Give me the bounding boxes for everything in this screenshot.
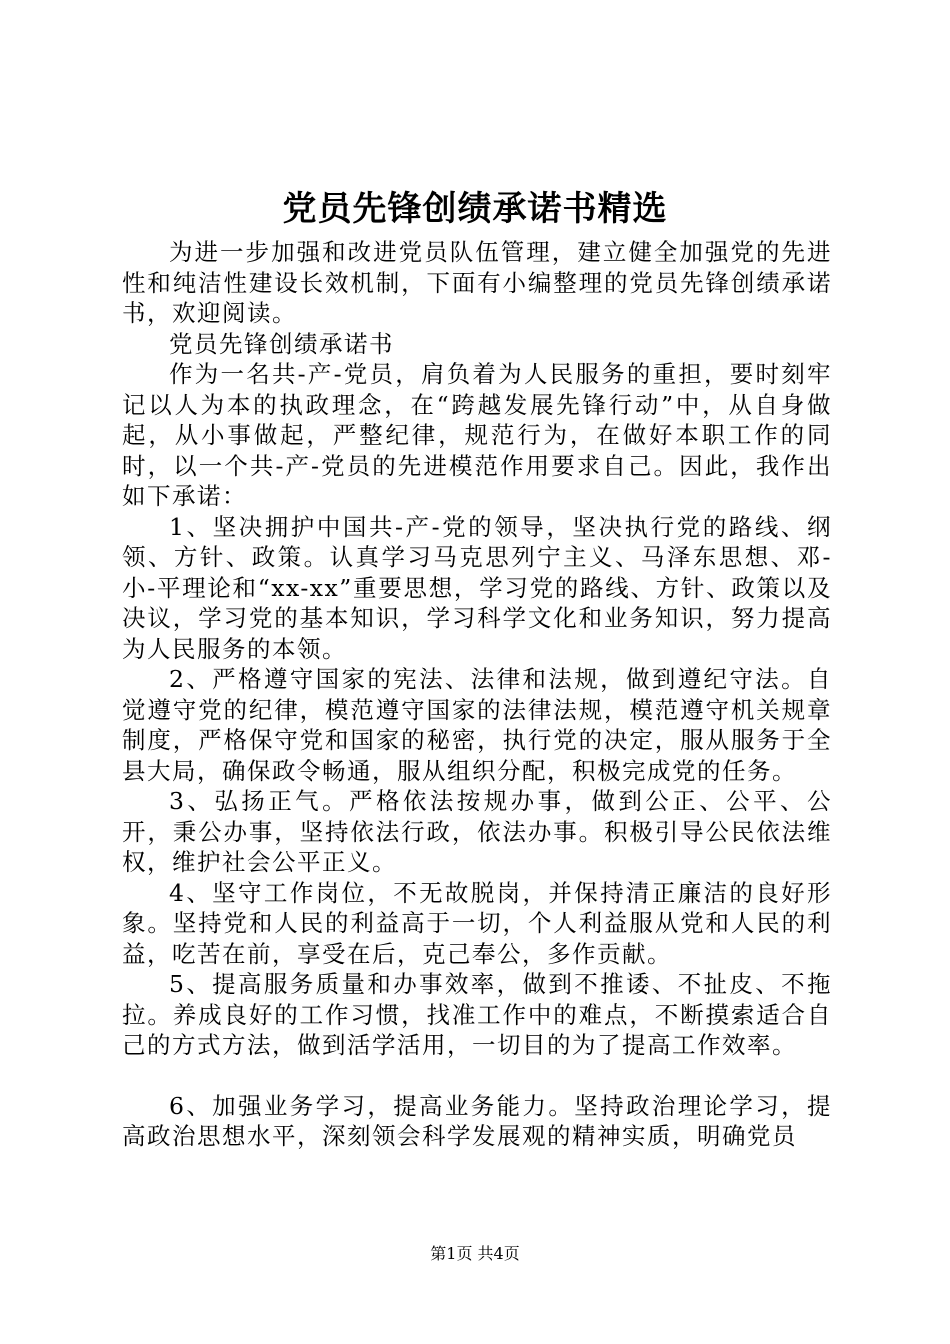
page-footer: 第1页 共4页 — [430, 1244, 520, 1263]
paragraph-item-5: 5、提高服务质量和办事效率，做到不推诿、不扯皮、不拖拉。养成良好的工作习惯，找准工作中的难点，不断摸索适合自己的方式方法，做到活学活用，一切目的为了提高工作效率。 — [122, 970, 832, 1059]
paragraph-subheading: 党员先锋创绩承诺书 — [169, 329, 394, 358]
paragraph-item-1: 1、坚决拥护中国共-产-党的领导，坚决执行党的路线、纲领、方针、政策。认真学习马克思列宁主义、马泽东思想、邓-小-平理论和“xx-xx”重要思想，学习党的路线、方针、政策以及决议，学习党的基本知识，学习科学文化和业务知识，努力提高为人民服务的本领。 — [122, 512, 832, 663]
paragraph-item-6: 6、加强业务学习，提高业务能力。坚持政治理论学习，提高政治思想水平，深刻领会科学发展观的精神实质，明确党员 — [122, 1091, 832, 1150]
document-body — [122, 237, 832, 1152]
paragraph-item-2: 2、严格遵守国家的宪法、法律和法规，做到遵纪守法。自觉遵守党的纪律，模范遵守国家的法律法规，模范遵守机关规章制度，严格保守党和国家的秘密，执行党的决定，服从服务于全县大局，确保政令畅通，服从组织分配，积极完成党的任务。 — [122, 665, 832, 785]
document-title: 党员先锋创绩承诺书精选 — [282, 189, 668, 229]
paragraph-item-3: 3、弘扬正气。严格依法按规办事，做到公正、公平、公开，秉公办事，坚持依法行政，依法办事。积极引导公民依法维权，维护社会公平正义。 — [122, 787, 832, 876]
paragraph-item-4: 4、坚守工作岗位，不无故脱岗，并保持清正廉洁的良好形象。坚持党和人民的利益高于一切，个人利益服从党和人民的利益，吃苦在前，享受在后，克己奉公，多作贡献。 — [122, 878, 832, 968]
paragraph-preamble: 作为一名共-产-党员，肩负着为人民服务的重担，要时刻牢记以人为本的执政理念，在“跨越发展先锋行动”中，从自身做起，从小事做起，严整纪律，规范行为，在做好本职工作的同时，以一个共-产-党员的先进模范作用要求自己。因此，我作出如下承诺： — [122, 360, 832, 510]
paragraph-intro: 为进一步加强和改进党员队伍管理，建立健全加强党的先进性和纯洁性建设长效机制，下面有小编整理的党员先锋创绩承诺书，欢迎阅读。 — [122, 238, 832, 327]
